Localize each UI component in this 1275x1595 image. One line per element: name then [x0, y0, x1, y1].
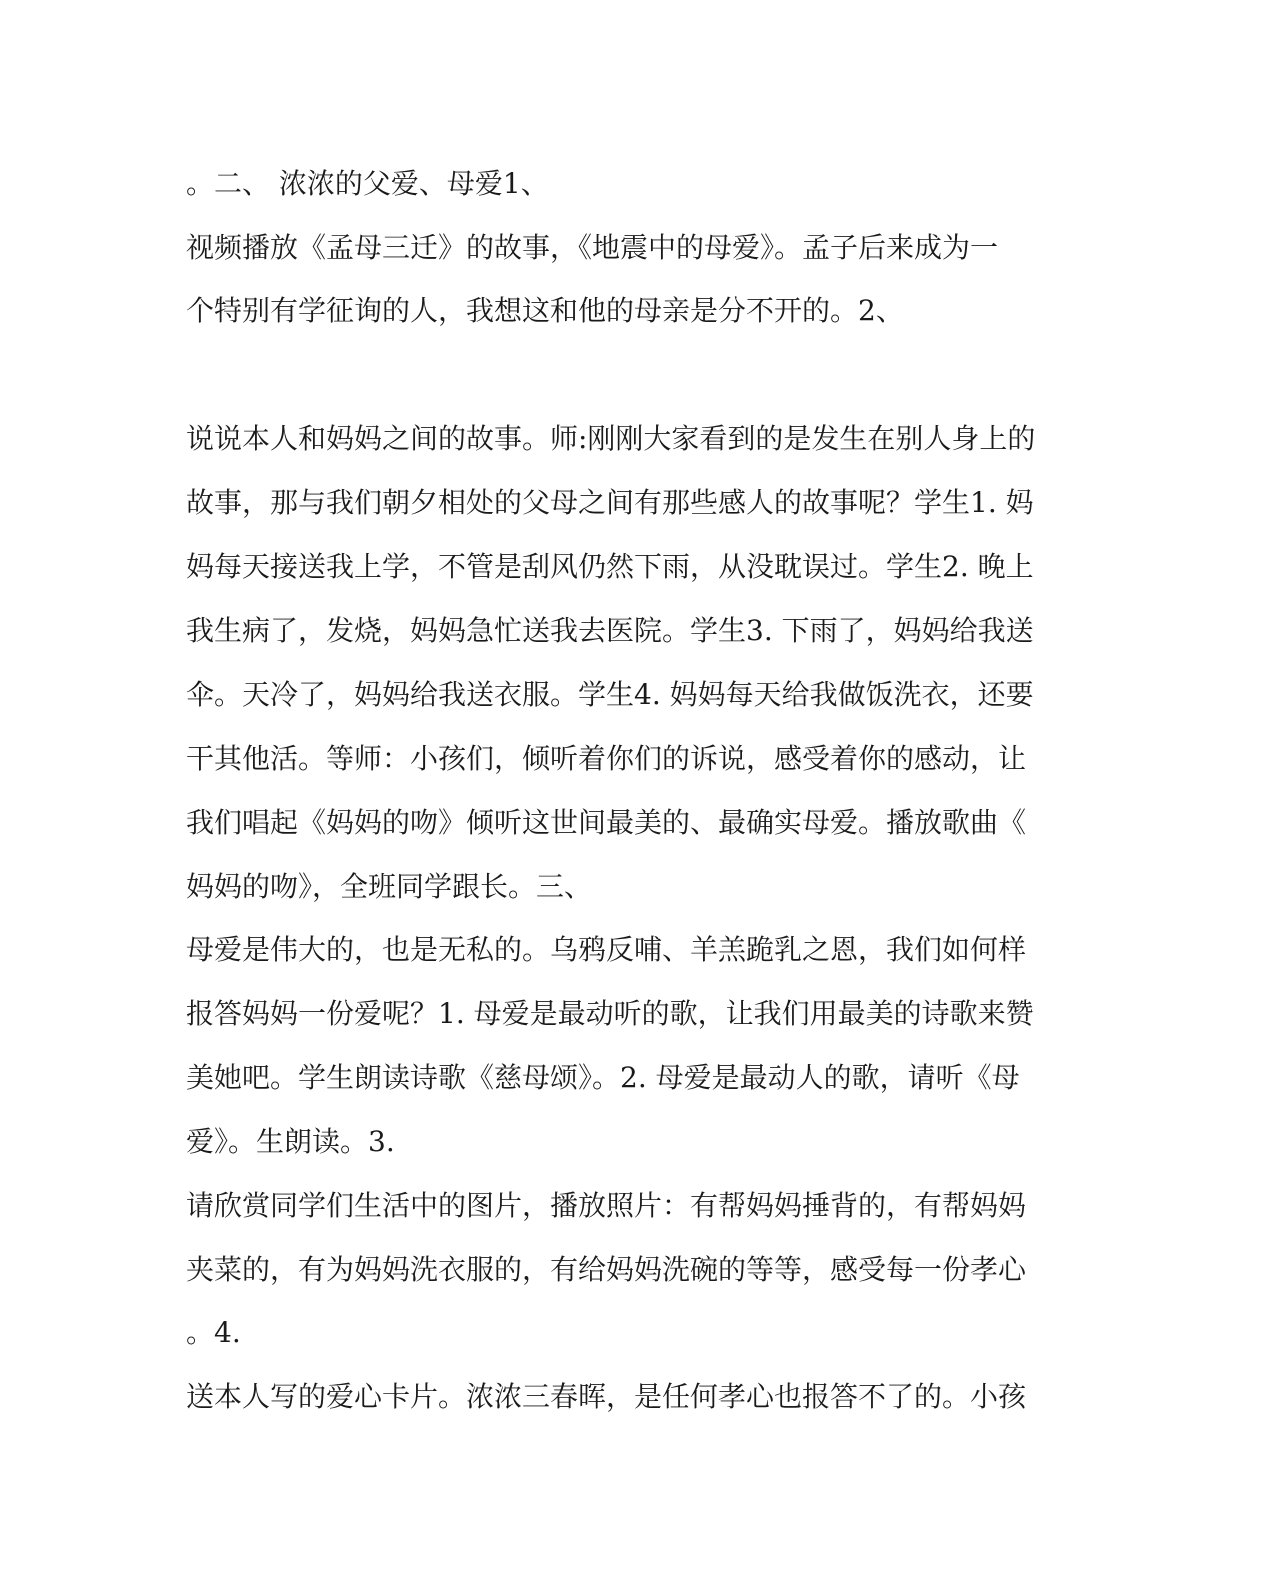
text-line: 爱》。生朗读。3. [186, 1125, 395, 1158]
text-line: 我们唱起《妈妈的吻》倾听这世间最美的、最确实母爱。播放歌曲《 [186, 806, 1027, 839]
text-line: 妈妈的吻》，全班同学跟长。三、 [186, 870, 593, 903]
text-line: 夹菜的，有为妈妈洗衣服的，有给妈妈洗碗的等等，感受每一份孝心 [186, 1253, 1027, 1286]
text-line: 报答妈妈一份爱呢？1. 母爱是最动听的歌，让我们用最美的诗歌来赞 [186, 997, 1034, 1030]
text-line: 妈每天接送我上学，不管是刮风仍然下雨，从没耽误过。学生2. 晚上 [186, 550, 1034, 583]
text-line: 说说本人和妈妈之间的故事。师:刚刚大家看到的是发生在别人身上的 [186, 422, 1036, 455]
text-line: 送本人写的爱心卡片。浓浓三春晖，是任何孝心也报答不了的。小孩 [186, 1380, 1027, 1413]
text-line: 视频播放《孟母三迁》的故事，《地震中的母爱》。孟子后来成为一 [186, 231, 999, 264]
text-line: 故事，那与我们朝夕相处的父母之间有那些感人的故事呢？学生1. 妈 [186, 486, 1034, 519]
text-line: 。二、 浓浓的父爱、母爱1、 [186, 167, 549, 200]
text-line: 伞。天冷了，妈妈给我送衣服。学生4. 妈妈每天给我做饭洗衣，还要 [186, 678, 1034, 711]
text-line: 母爱是伟大的，也是无私的。乌鸦反哺、羊羔跪乳之恩，我们如何样 [186, 933, 1027, 966]
text-line: 请欣赏同学们生活中的图片，播放照片：有帮妈妈捶背的，有帮妈妈 [186, 1189, 1027, 1222]
text-line: 干其他活。等师：小孩们，倾听着你们的诉说，感受着你的感动，让 [186, 742, 1027, 775]
text-line: 。4. [186, 1316, 241, 1349]
text-line: 我生病了，发烧，妈妈急忙送我去医院。学生3. 下雨了，妈妈给我送 [186, 614, 1034, 647]
text-line: 个特别有学征询的人，我想这和他的母亲是分不开的。2、 [186, 294, 904, 327]
text-line: 美她吧。学生朗读诗歌《慈母颂》。2. 母爱是最动人的歌，请听《母 [186, 1061, 1020, 1094]
